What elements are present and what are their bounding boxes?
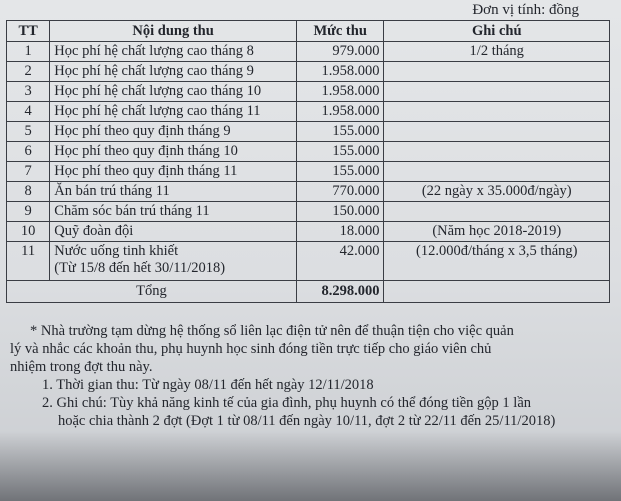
table-row <box>7 82 610 102</box>
row-content-line2: (Từ 15/8 đến hết 30/11/2018) <box>54 260 226 276</box>
row-content: Học phí hệ chất lượng cao tháng 8 <box>50 42 297 62</box>
row-note <box>384 82 610 102</box>
row-amount: 1.958.000 <box>296 62 384 82</box>
row-amount: 155.000 <box>296 162 384 182</box>
table-row <box>7 42 610 62</box>
row-tt: 4 <box>7 102 50 122</box>
row-amount: 18.000 <box>296 222 384 242</box>
table-row <box>7 62 610 82</box>
row-amount: 155.000 <box>296 142 384 162</box>
unit-label: Đơn vị tính: đồng <box>472 2 579 18</box>
row-tt: 8 <box>7 182 50 202</box>
note-item-number: 1. <box>42 377 53 393</box>
row-content: Ăn bán trú tháng 11 <box>50 182 297 202</box>
row-note <box>384 102 610 122</box>
header-content: Nội dung thu <box>50 21 297 42</box>
table-row <box>7 202 610 222</box>
row-tt: 10 <box>7 222 50 242</box>
row-note: (Năm học 2018-2019) <box>384 222 610 242</box>
header-tt: TT <box>7 21 50 42</box>
row-content: Học phí theo quy định tháng 11 <box>50 162 297 182</box>
row-amount: 1.958.000 <box>296 82 384 102</box>
row-content: Học phí hệ chất lượng cao tháng 10 <box>50 82 297 102</box>
note-item-2-continuation: hoặc chia thành 2 đợt (Đợt 1 từ 08/11 đến ngày 10/11, đợt 2 từ 22/11 đến 25/11/2018) <box>58 413 556 429</box>
row-tt: 3 <box>7 82 50 102</box>
row-note <box>384 142 610 162</box>
row-amount: 150.000 <box>296 202 384 222</box>
row-note: (22 ngày x 35.000đ/ngày) <box>384 182 610 202</box>
row-amount: 155.000 <box>296 122 384 142</box>
row-tt: 11 <box>7 242 50 281</box>
note-item-2 <box>10 394 610 412</box>
row-content: Học phí hệ chất lượng cao tháng 9 <box>50 62 297 82</box>
total-amount: 8.298.000 <box>296 281 384 303</box>
row-tt: 6 <box>7 142 50 162</box>
table-row <box>7 122 610 142</box>
row-tt: 5 <box>7 122 50 142</box>
note-item-1 <box>10 376 610 394</box>
table-header-row <box>7 21 610 42</box>
table-row <box>7 102 610 122</box>
fee-table <box>6 20 610 303</box>
notice-line: lý và nhắc các khoản thu, phụ huynh học sinh đóng tiền trực tiếp cho giáo viên chủ <box>10 341 492 357</box>
header-note: Ghi chú <box>384 21 610 42</box>
row-content: Quỹ đoàn đội <box>50 222 297 242</box>
row-note <box>384 162 610 182</box>
row-tt: 1 <box>7 42 50 62</box>
note-item-text: Ghi chú: Tùy khả năng kinh tế của gia đình, phụ huynh có thể đóng tiền gộp 1 lần <box>56 395 532 411</box>
row-amount: 1.958.000 <box>296 102 384 122</box>
total-row <box>7 281 610 303</box>
table-row <box>7 242 610 281</box>
table-row <box>7 222 610 242</box>
row-tt: 9 <box>7 202 50 222</box>
note-item-number: 2. <box>42 395 53 411</box>
notes-section <box>10 322 610 430</box>
header-amount: Mức thu <box>296 21 384 42</box>
row-content: Học phí theo quy định tháng 9 <box>50 122 297 142</box>
row-content: Học phí theo quy định tháng 10 <box>50 142 297 162</box>
row-amount: 42.000 <box>296 242 384 281</box>
notice-line: * Nhà trường tạm dừng hệ thống sổ liên lạc điện tử nên để thuận tiện cho việc quản <box>30 323 514 339</box>
row-note <box>384 122 610 142</box>
row-amount: 770.000 <box>296 182 384 202</box>
total-label: Tổng <box>7 281 297 303</box>
row-tt: 2 <box>7 62 50 82</box>
row-note: (12.000đ/tháng x 3,5 tháng) <box>384 242 610 281</box>
table-row <box>7 142 610 162</box>
row-note: 1/2 tháng <box>384 42 610 62</box>
note-item-text: Thời gian thu: Từ ngày 08/11 đến hết ngày 12/11/2018 <box>56 377 374 393</box>
table-row <box>7 182 610 202</box>
row-note <box>384 202 610 222</box>
row-note <box>384 62 610 82</box>
total-note <box>384 281 610 303</box>
row-content-line1: Nước uống tinh khiết <box>54 243 179 259</box>
row-tt: 7 <box>7 162 50 182</box>
notice-line: nhiệm trong đợt thu này. <box>10 359 153 375</box>
row-content <box>50 242 297 281</box>
row-content: Học phí hệ chất lượng cao tháng 11 <box>50 102 297 122</box>
row-amount: 979.000 <box>296 42 384 62</box>
table-row <box>7 162 610 182</box>
row-content: Chăm sóc bán trú tháng 11 <box>50 202 297 222</box>
